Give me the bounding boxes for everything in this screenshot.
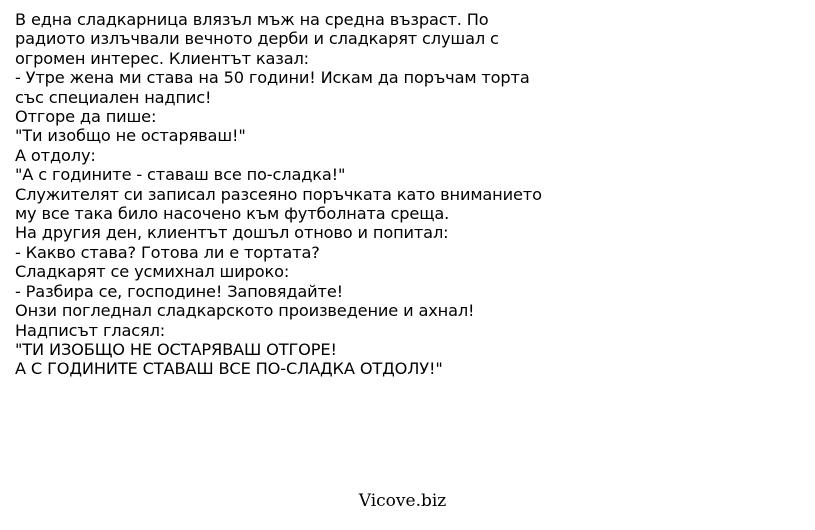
site-watermark: Vicove.biz <box>358 491 447 511</box>
joke-line: А С ГОДИНИТЕ СТАВАШ ВСЕ ПО-СЛАДКА ОТДОЛУ!" <box>15 359 443 379</box>
joke-line: А отдолу: <box>15 145 96 165</box>
joke-text <box>15 10 805 379</box>
joke-line: Служителят си записал разсеяно поръчката като вниманието <box>15 184 542 204</box>
joke-line: Онзи погледнал сладкарското произведение и ахнал! <box>15 301 475 321</box>
joke-line: радиото излъчвали вечното дерби и сладкарят слушал с <box>15 29 499 49</box>
joke-line: му все така било насочено към футболната среща. <box>15 204 450 224</box>
joke-line: Надписът гласял: <box>15 320 166 340</box>
joke-line: Сладкарят се усмихнал широко: <box>15 262 290 282</box>
joke-line: "Ти изобщо не остаряваш!" <box>15 126 246 146</box>
joke-line: На другия ден, клиентът дошъл отново и попитал: <box>15 223 449 243</box>
joke-line: със специален надпис! <box>15 87 212 107</box>
joke-line: "А с годините - ставаш все по-сладка!" <box>15 165 346 185</box>
joke-line: - Утре жена ми става на 50 години! Искам да поръчам торта <box>15 68 530 88</box>
joke-line: Отгоре да пише: <box>15 107 157 127</box>
joke-line: огромен интерес. Клиентът казал: <box>15 48 309 68</box>
joke-line: - Какво става? Готова ли е тортата? <box>15 242 320 262</box>
joke-line: В една сладкарница влязъл мъж на средна възраст. По <box>15 10 489 29</box>
joke-line: - Разбира се, господине! Заповядайте! <box>15 281 343 301</box>
joke-line: "ТИ ИЗОБЩО НЕ ОСТАРЯВАШ ОТГОРЕ! <box>15 339 337 359</box>
